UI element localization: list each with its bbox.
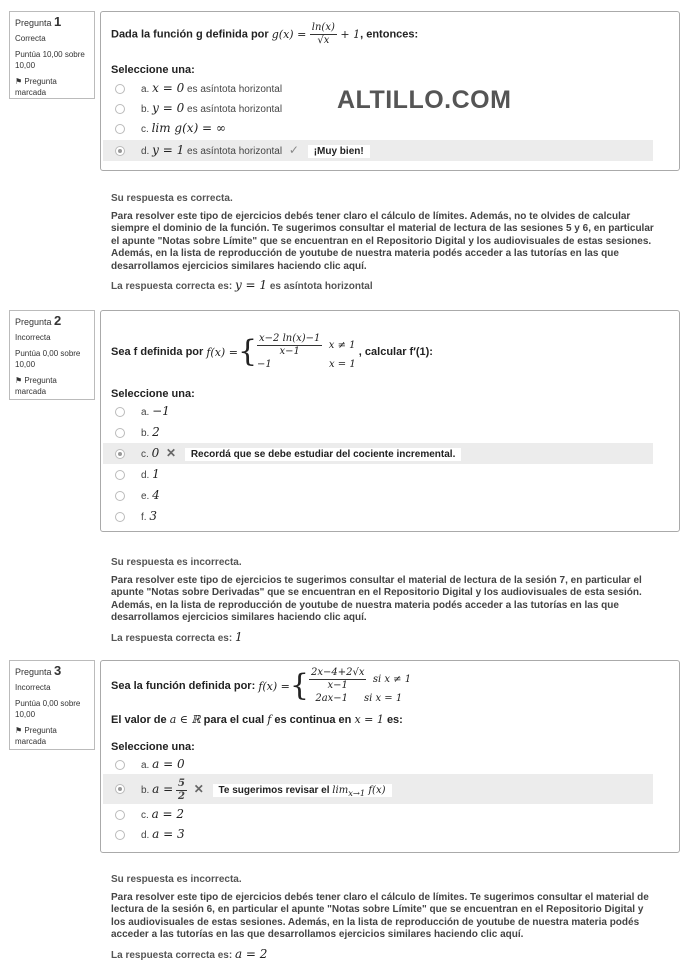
- question-grade: Puntúa 10,00 sobre 10,00: [15, 50, 85, 70]
- select-prompt: Seleccione una:: [111, 64, 195, 76]
- radio-button[interactable]: [115, 407, 125, 417]
- outcome-2: [111, 557, 656, 645]
- answer-option[interactable]: a. x = 0 es asíntota horizontal: [103, 78, 653, 99]
- question-line-2: El valor de a ∈ ℝ para el cual f es continua en x = 1 es:: [111, 713, 403, 726]
- radio-button[interactable]: [115, 810, 125, 820]
- radio-button[interactable]: [115, 104, 125, 114]
- radio-button[interactable]: [115, 146, 125, 156]
- answer-option[interactable]: b. 2: [103, 422, 653, 443]
- radio-button[interactable]: [115, 491, 125, 501]
- radio-button[interactable]: [115, 470, 125, 480]
- question-info-1: [9, 11, 95, 99]
- question-info-2: [9, 310, 95, 400]
- answer-option[interactable]: d. a = 3: [103, 824, 653, 845]
- radio-button[interactable]: [115, 760, 125, 770]
- answer-option[interactable]: e. 4: [103, 485, 653, 506]
- radio-button[interactable]: [115, 124, 125, 134]
- question-grade: Puntúa 0,00 sobre 10,00: [15, 349, 81, 369]
- flag-question-toggle[interactable]: ⚑ Pregunta marcada: [15, 77, 57, 97]
- question-text: Sea la función definida por: f(x) ={ $\frac{2x-4+2√x}{x-1}$ si x ≠ 1 2ax−1 si x = 1: [111, 667, 412, 704]
- question-state: Incorrecta: [15, 333, 51, 342]
- radio-button[interactable]: [115, 830, 125, 840]
- piecewise-function: f(x) ={ $\frac{2x-4+2√x}{x-1}$ si x ≠ 1 2ax−1 si x = 1: [258, 667, 412, 704]
- answer-option-selected[interactable]: c. 0 ✕ Recordá que se debe estudiar del cociente incremental.: [103, 443, 653, 464]
- function-formula: g(x) = $\frac{\ln(x)}{√x}$ + 1: [271, 22, 361, 46]
- radio-button[interactable]: [115, 512, 125, 522]
- piecewise-function: f(x) ={ $\frac{x-2 \ln(x)-1}{x-1}$ x ≠ 1 −1 x = 1: [206, 333, 356, 370]
- question-info-3: [9, 660, 95, 750]
- flag-icon: ⚑: [15, 376, 23, 385]
- question-content-3: [100, 660, 680, 853]
- select-prompt: Seleccione una:: [111, 388, 195, 400]
- outcome-3: [111, 874, 656, 962]
- watermark: ALTILLO.COM: [337, 86, 512, 114]
- general-feedback: Para resolver este tipo de ejercicios debés tener claro el cálculo de límites. Además, no te olvides de calcular siempre el dominio de la función. Te sugerimos consultar el material de lectura de las sesiones 5 y 6, en particular el apunte "Notas sobre Límite" que se encuentran en el Repositorio Digital y los audiovisuales de estas sesiones. Además, en la lista de reproducción de youtube de nuestra materia podés acceder a las tutorías en las que desarrollamos ejercicios similares haciendo clic aquí.: [111, 210, 654, 272]
- answer-option-selected[interactable]: d. y = 1 es asíntota horizontal ✓ ¡Muy bien!: [103, 140, 653, 161]
- question-content-2: [100, 310, 680, 532]
- question-text: Sea f definida por f(x) ={ $\frac{x-2 \ln(x)-1}{x-1}$ x ≠ 1 −1 x = 1 , calcular f′(1):: [111, 333, 433, 370]
- right-answer: La respuesta correcta es: a = 2: [111, 946, 268, 961]
- question-state: Correcta: [15, 34, 46, 43]
- outcome-1: [111, 193, 656, 294]
- cross-icon: ✕: [165, 446, 177, 460]
- right-answer: La respuesta correcta es: 1: [111, 629, 243, 644]
- answer-option[interactable]: c. lim g(x) = ∞: [103, 118, 653, 139]
- outcome-state: Su respuesta es correcta.: [111, 193, 233, 204]
- general-feedback: Para resolver este tipo de ejercicios te sugerimos consultar el material de lectura de la sesión 7, en particular el apunte "Notas sobre Derivadas" que se encuentran en el Repositorio Digital y los audiovisuales de esta sesión. Además, en la lista de reproducción de youtube de nuestra materia podés acceder a las tutorías en las que desarrollamos ejercicios similares haciendo clic aquí.: [111, 574, 642, 623]
- answer-feedback: Recordá que se debe estudiar del cociente incremental.: [185, 448, 462, 461]
- radio-button[interactable]: [115, 84, 125, 94]
- question-text: Dada la función g definida por g(x) = $\frac{\ln(x)}{√x}$ + 1, entonces:: [111, 22, 419, 46]
- cross-icon: ✕: [193, 782, 204, 796]
- flag-question-toggle[interactable]: ⚑ Pregunta marcada: [15, 376, 57, 396]
- flag-question-toggle[interactable]: ⚑ Pregunta marcada: [15, 726, 57, 746]
- question-number: Pregunta 3: [15, 663, 62, 678]
- answer-option[interactable]: b. y = 0 es asíntota horizontal: [103, 98, 653, 119]
- checkmark-icon: ✓: [288, 143, 299, 157]
- outcome-state: Su respuesta es incorrecta.: [111, 874, 242, 885]
- question-number: Pregunta 1: [15, 14, 62, 29]
- question-grade: Puntúa 0,00 sobre 10,00: [15, 699, 81, 719]
- question-state: Incorrecta: [15, 683, 51, 692]
- radio-button[interactable]: [115, 449, 125, 459]
- right-answer: La respuesta correcta es: y = 1 es asíntota horizontal: [111, 278, 373, 292]
- question-number: Pregunta 2: [15, 313, 62, 328]
- general-feedback: Para resolver este tipo de ejercicios debés tener claro el cálculo de límites. Te sugerimos consultar el material de lectura de la sesión 6, en particular el apunte "Notas sobre Límite" que se encuentran en el Repositorio Digital y los audiovisuales de estas sesiones. Además, en la lista de reproducción de youtube de nuestra materia podés acceder a las tutorías en las que desarrollamos ejercicios similares haciendo clic aquí.: [111, 891, 649, 940]
- answer-option[interactable]: a. −1: [103, 401, 653, 422]
- answer-option[interactable]: c. a = 2: [103, 804, 653, 825]
- answer-option[interactable]: d. 1: [103, 464, 653, 485]
- radio-button[interactable]: [115, 428, 125, 438]
- outcome-state: Su respuesta es incorrecta.: [111, 557, 242, 568]
- flag-icon: ⚑: [15, 77, 23, 86]
- answer-option[interactable]: a. a = 0: [103, 754, 653, 775]
- answer-option[interactable]: f. 3: [103, 506, 653, 527]
- flag-icon: ⚑: [15, 726, 23, 735]
- answer-option-selected[interactable]: b. a = $\frac{5}{2}$ ✕ Te sugerimos revisar el $\lim_{x\to 1} f(x)$: [103, 774, 653, 804]
- answer-feedback: Te sugerimos revisar el $\lim_{x\to 1} f(x)$: [213, 784, 392, 797]
- answer-feedback: ¡Muy bien!: [308, 145, 370, 158]
- radio-button[interactable]: [115, 784, 125, 794]
- select-prompt: Seleccione una:: [111, 741, 195, 753]
